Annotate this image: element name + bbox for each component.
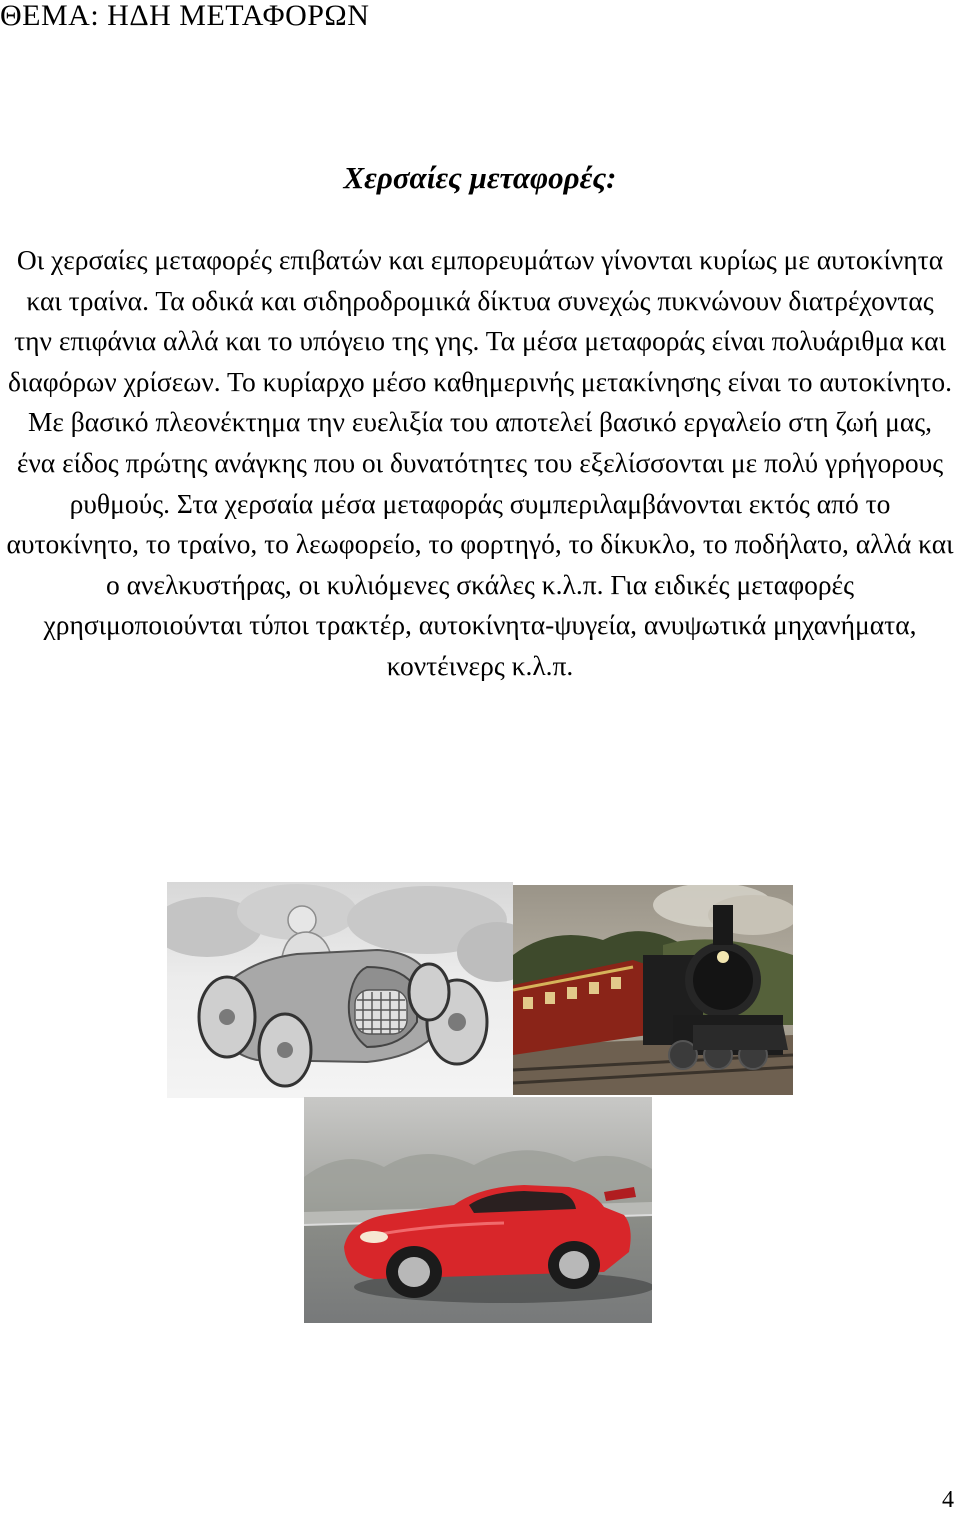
document-header: ΘΕΜΑ: ΗΔΗ ΜΕΤΑΦΟΡΩΝ [0, 0, 370, 32]
page-number: 4 [942, 1487, 954, 1513]
body-paragraph: Οι χερσαίες μεταφορές επιβατών και εμπορευμάτων γίνονται κυρίως με αυτοκίνητα και τραίνα. Τα οδικά και σιδηροδρομικά δίκτυα συνεχώς πυκνώνουν διατρέχοντας την επιφάνια αλλά και το υπόγειο της γης. Τα μέσα μεταφοράς είναι πολυάριθμα και διαφόρων χρίσεων. Το κυρίαρχο μέσο καθημερινής μετακίνησης είναι το αυτοκίνητο. Με βασικό πλεονέκτημα την ευελιξία του αποτελεί βασικό εργαλείο στη ζωή μας, ένα είδος πρώτης ανάγκης που οι δυνατότητες του εξελίσσονται με πολύ γρήγορους ρυθμούς. Στα χερσαία μέσα μεταφοράς συμπεριλαμβάνονται εκτός από το αυτοκίνητο, το τραίνο, το λεωφορείο, το φορτηγό, το δίκυκλο, το ποδήλατο, αλλά και ο ανελκυστήρας, οι κυλιόμενες σκάλες κ.λ.π. Για ειδικές μεταφορές χρησιμοποιούνται τύποι τρακτέρ, αυτοκίνητα-ψυγεία, ανυψωτικά μηχανήματα, κοντέινερς κ.λ.π. [6, 244, 954, 681]
steam-locomotive-photo [513, 885, 793, 1095]
red-sports-car-photo [304, 1097, 652, 1323]
vintage-race-car-photo [167, 882, 513, 1098]
section-title: Χερσαίες μεταφορές: [343, 160, 617, 195]
